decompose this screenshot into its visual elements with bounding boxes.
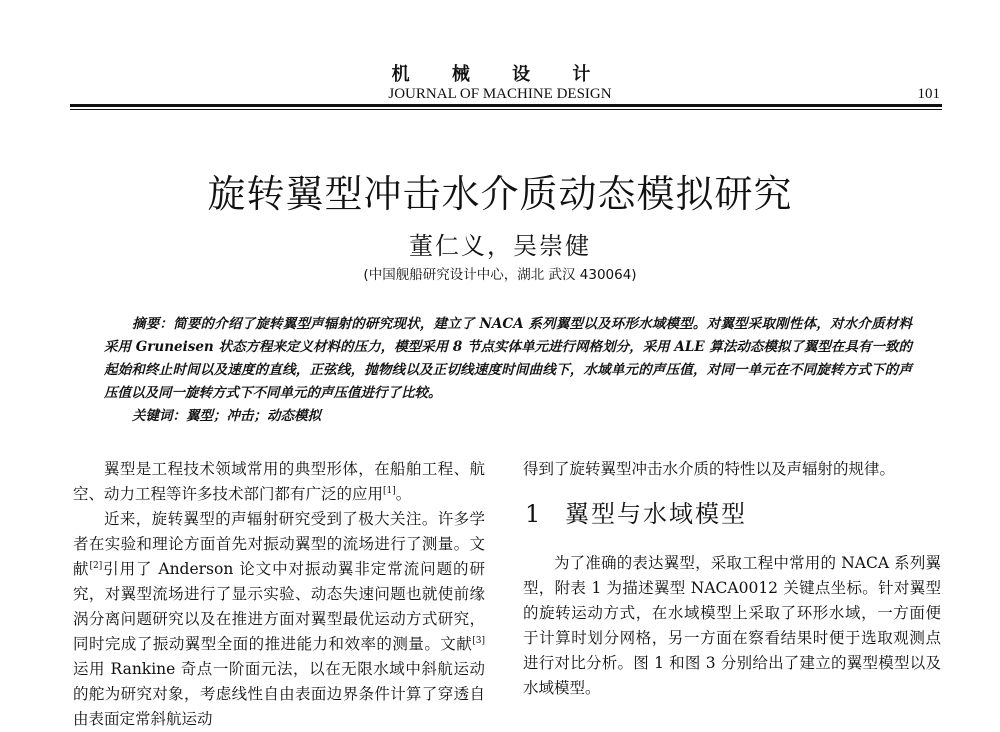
body-text: 翼型是工程技术领域常用的典型形体，在船舶工程、航空、动力工程等许多技术部门都有广泛的应用 [73, 460, 485, 503]
body-text: 引用了 Anderson 论文中对振动翼非定常流问题的研究，对翼型流场进行了显示实验、动态失速问题也就使前缘涡分离问题研究以及在推进方面对翼型最优运动方式研究，同时完成了振动翼型全面的推进能力和效率的测量。文献 [73, 560, 485, 653]
body-text: 运用 Rankine 奇点一阶面元法，以在无限水域中斜航运动的舵为研究对象，考虑线性自由表面边界条件计算了穿透自由表面定常斜航运动 [73, 660, 485, 728]
abstract-block [104, 313, 912, 428]
keywords-text: 翼型；冲击；动态模拟 [186, 408, 321, 424]
section-heading [525, 502, 941, 527]
citation-ref: [1] [383, 485, 396, 496]
citation-ref: [3] [472, 635, 485, 646]
keywords-line [104, 405, 912, 428]
header-rule-thick [70, 104, 942, 107]
header-rule-thin [70, 109, 942, 110]
body-paragraph: 得到了旋转翼型冲击水介质的特性以及声辐射的规律。 [523, 460, 896, 478]
article-authors: 董仁义，吴崇健 [409, 232, 591, 260]
abstract-paragraph [104, 313, 912, 405]
abstract-text: 简要的介绍了旋转翼型声辐射的研究现状，建立了 NACA 系列翼型以及环形水域模型。对翼型采取刚性体，对水介质材料采用 Gruneisen 状态方程来定义材料的压力，模型采用 8 节点实体单元进行网格划分，采用 ALE 算法动态模拟了翼型在具有一致的起始和终止时间以及速度的直线，正弦线，抛物线以及正切线速度时间曲线下，水域单元的声压值，对同一单元在不同旋转方式下的声压值以及同一旋转方式下不同单元的声压值进行了比较。 [104, 316, 913, 401]
section-title: 翼型与水域模型 [565, 500, 747, 528]
keywords-label: 关键词： [132, 408, 186, 424]
citation-ref: [2] [89, 560, 103, 571]
page-number: 101 [917, 86, 940, 102]
body-text: 近来，旋转翼型的声辐射研究受到了极大关注。许多学者在实验和理论方面首先对振动翼型的流场进行了测量。文献 [73, 510, 485, 578]
body-left-column [73, 457, 485, 732]
abstract-label: 摘要： [132, 316, 174, 332]
article-title: 旋转翼型冲击水介质动态模拟研究 [207, 172, 793, 216]
journal-name-english: JOURNAL OF MACHINE DESIGN [388, 86, 612, 102]
body-paragraph [73, 457, 485, 507]
body-paragraph [73, 507, 485, 732]
author-affiliation: (中国舰船研究设计中心，湖北 武汉 430064) [363, 267, 637, 283]
body-paragraph: 为了准确的表达翼型，采取工程中常用的 NACA 系列翼型，附表 1 为描述翼型 NACA0012 关键点坐标。针对翼型的旋转运动方式，在水域模型上采取了环形水域，一方面便于计算时划分网格，另一方面在察看结果时便于选取观测点进行对比分析。图 1 和图 3 分别给出了建立的翼型模型以及水域模型。 [523, 554, 941, 697]
journal-name-chinese: 机 械 设 计 [391, 64, 609, 85]
body-right-column [523, 457, 941, 701]
section-number: 1 [525, 500, 543, 528]
body-text: 。 [395, 485, 412, 503]
